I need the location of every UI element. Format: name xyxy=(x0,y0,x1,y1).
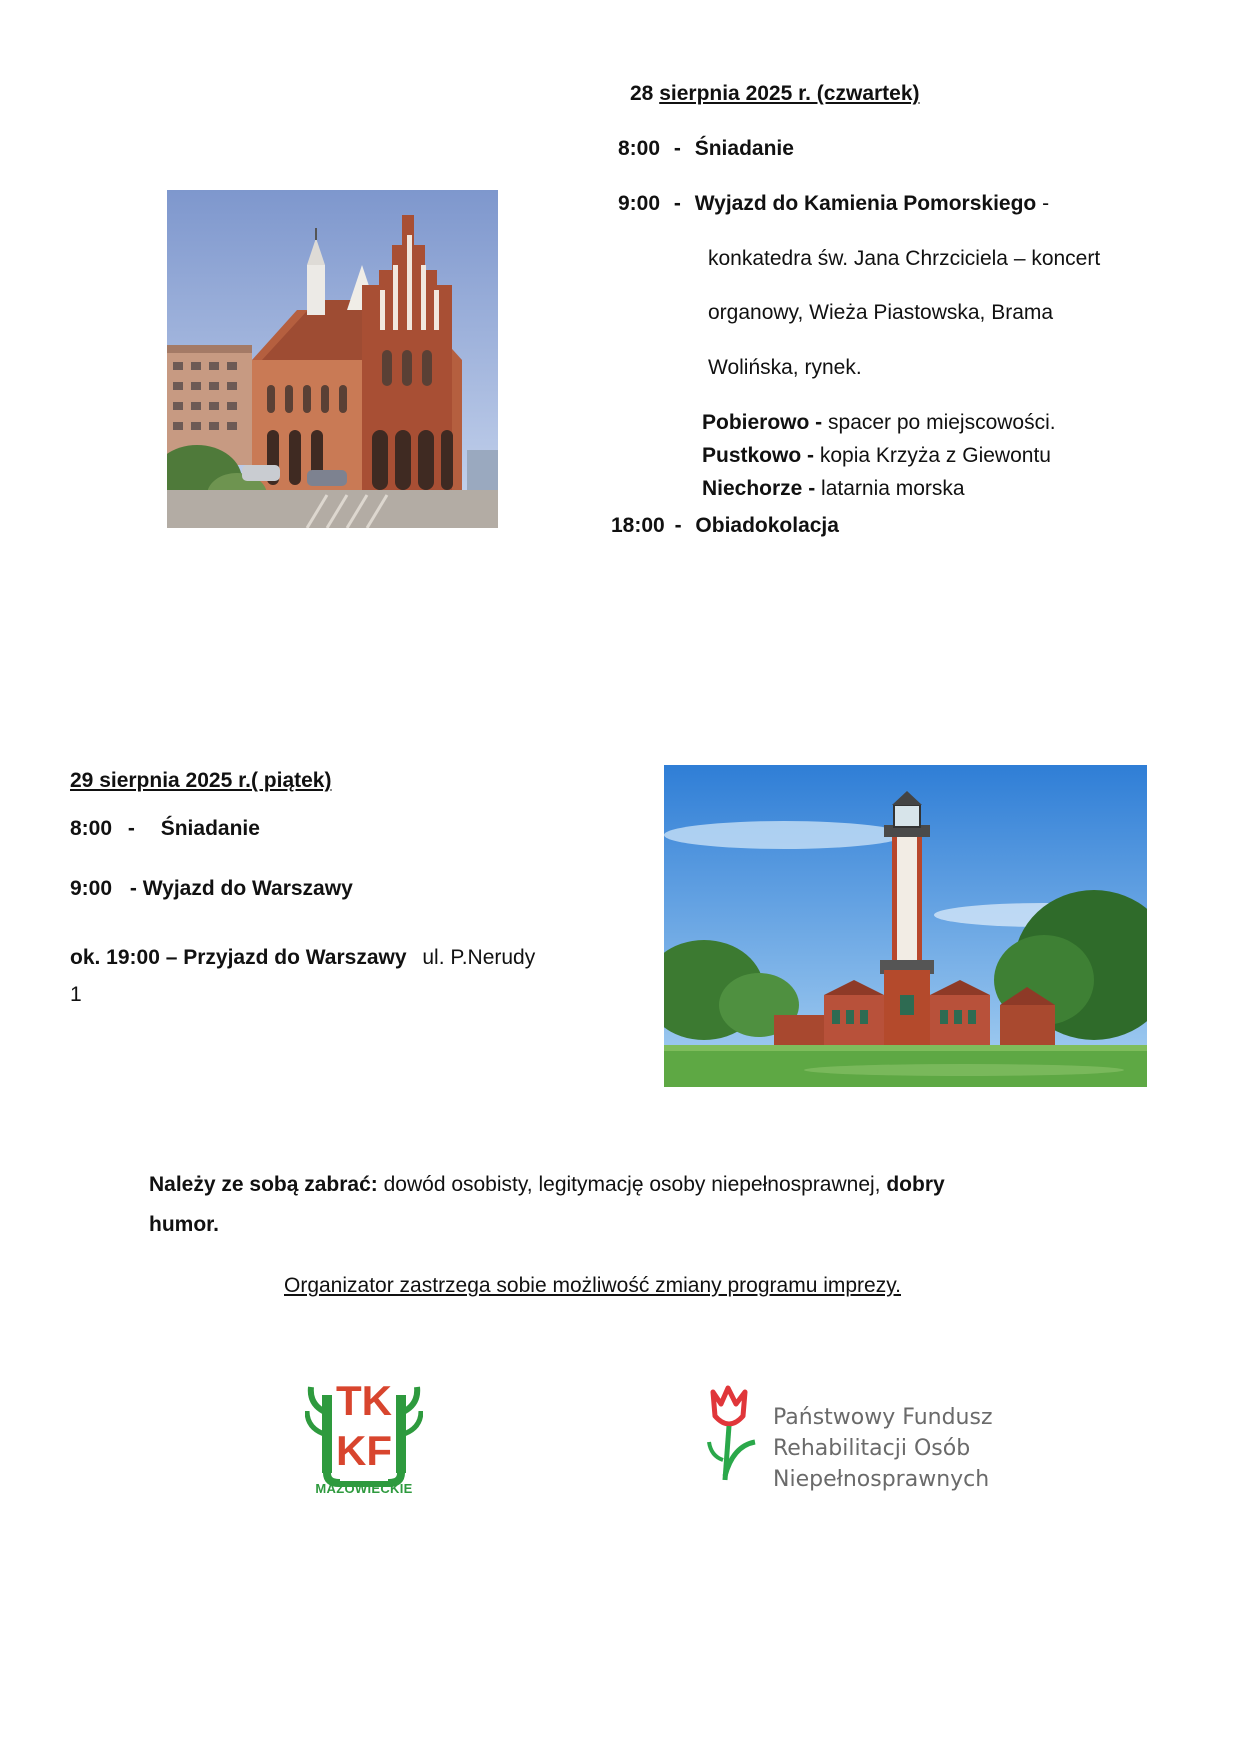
day1-stop-niechorze xyxy=(702,477,965,501)
day1-trip-line3: Wolińska, rynek. xyxy=(708,356,862,379)
day1-stop-pobierowo xyxy=(702,411,1056,435)
day1-dinner-sep: - xyxy=(674,514,682,537)
day2-breakfast-label: Śniadanie xyxy=(160,817,260,840)
tkkf-logo xyxy=(305,1365,423,1497)
stop-name: Niechorze - xyxy=(702,477,816,500)
day2-breakfast-time: 8:00 xyxy=(70,817,113,840)
pfron-line-1: Państwowy Fundusz xyxy=(773,1405,993,1430)
tkkf-bottom-text: KF xyxy=(336,1427,392,1474)
day2-trip xyxy=(70,877,353,901)
pfron-name xyxy=(773,1402,993,1495)
day1-trip-time: 9:00 xyxy=(618,192,661,215)
stop-name: Pustkowo - xyxy=(702,444,815,467)
day1-breakfast xyxy=(618,137,794,161)
day2-trip-label: - Wyjazd do Warszawy xyxy=(129,877,353,900)
day1-trip-label: Wyjazd do Kamienia Pomorskiego xyxy=(694,192,1037,215)
day2-breakfast-sep: - xyxy=(127,817,135,840)
day1-trip xyxy=(618,192,1049,216)
day2-date: 29 sierpnia 2025 r.( piątek) xyxy=(70,769,332,792)
day1-trip-dash: - xyxy=(1042,192,1050,215)
town-hall-photo xyxy=(167,190,498,528)
day2-arrival-time: ok. 19:00 – Przyjazd do Warszawy xyxy=(70,946,407,969)
stop-name: Pobierowo - xyxy=(702,411,823,434)
day1-stop-pustkowo xyxy=(702,444,1051,468)
disclaimer: Organizator zastrzega sobie możliwość zmiany programu imprezy. xyxy=(284,1274,901,1297)
bring-note xyxy=(149,1173,945,1197)
pfron-line-2: Rehabilitacji Osób xyxy=(773,1436,971,1461)
tulip-icon xyxy=(703,1380,763,1490)
day1-trip-line2: organowy, Wieża Piastowska, Brama xyxy=(708,301,1054,324)
day2-breakfast xyxy=(70,817,260,841)
day2-arrival-address: ul. P.Nerudy xyxy=(422,946,536,969)
tkkf-emblem-icon xyxy=(305,1365,423,1497)
day1-date-rest: sierpnia 2025 r. (czwartek) xyxy=(659,82,920,105)
day1-date-number: 28 xyxy=(630,82,654,105)
pfron-line-3: Niepełnosprawnych xyxy=(773,1467,990,1492)
day1-dinner xyxy=(611,514,839,538)
bring-note-cont: humor. xyxy=(149,1213,220,1236)
lighthouse-photo xyxy=(664,765,1147,1087)
day1-trip-sep: - xyxy=(673,192,681,215)
day1-breakfast-label: Śniadanie xyxy=(694,137,794,160)
day1-trip-line1: konkatedra św. Jana Chrzciciela – koncert xyxy=(708,247,1101,270)
day2-arrival xyxy=(70,946,535,970)
stop-desc: spacer po miejscowości. xyxy=(828,411,1056,434)
tkkf-top-text: TK xyxy=(336,1377,392,1424)
stop-desc: latarnia morska xyxy=(821,477,965,500)
day1-breakfast-time: 8:00 xyxy=(618,137,661,160)
bring-label: Należy ze sobą zabrać: xyxy=(149,1173,378,1196)
pfron-logo xyxy=(703,1380,1023,1490)
bring-items: dowód osobisty, legitymację osoby niepełnosprawnej, xyxy=(383,1173,881,1196)
day2-arrival-address-cont: 1 xyxy=(70,983,82,1006)
day1-dinner-time: 18:00 xyxy=(611,514,665,537)
stop-desc: kopia Krzyża z Giewontu xyxy=(819,444,1051,467)
day1-date xyxy=(630,82,920,106)
tkkf-region-label: MAZOWIECKIE xyxy=(315,1481,413,1496)
day1-breakfast-sep: - xyxy=(673,137,681,160)
day1-dinner-label: Obiadokolacja xyxy=(695,514,839,537)
bring-extra: dobry xyxy=(886,1173,945,1196)
day2-trip-time: 9:00 xyxy=(70,877,113,900)
